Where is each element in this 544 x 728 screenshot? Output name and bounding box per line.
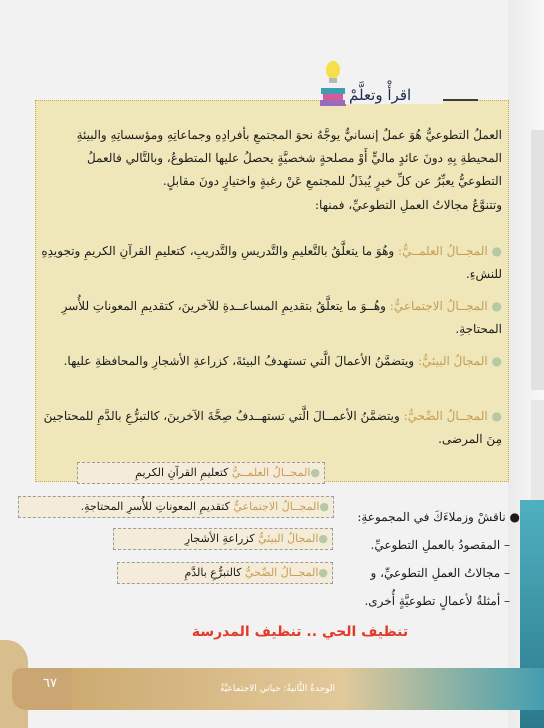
side-strip [531,130,544,390]
field-label: المجــالُ الاجتماعيُّ: [389,299,488,313]
title-rule [438,99,478,101]
answer-tag: ●المجــالُ الصِّحيُّ كالتبرُّعِ بالدَّمِ [117,562,333,584]
intro-paragraph: العملُ التطوعيُّ هُوَ عملٌ إنسانيٌّ يوجَّهُ نحوَ المجتمعِ بأفرادِهِ وجماعاتِهِ ومؤسساتِهِ والبيئةِ المحيطةِ بِهِ دونَ عائدٍ ماليٍّ أَوْ مصلحةٍ شخصيَّةٍ يحصلُ عليها المتطوعُ، وبالتَّالي فالعملُ التطوعيُّ يعبِّرُ عن كلِّ خيرٍ يُبذَلُ للمجتمعِ عَنْ رغبةٍ واختيارٍ دونَ مقابلٍ. [76,128,502,188]
field-text: ويتضمَّنُ الأعمالَ الَّتي تستهدفُ البيئةَ، كزراعةِ الأشجارِ والمحافظةِ عليها. [63,354,415,368]
section-title: اقرأْ وتعلَّمْ [345,86,443,104]
discussion-item: – المقصودُ بالعملِ التطوعيِّ. [370,538,510,552]
discussion-item: – مجالاتُ العملِ التطوعيِّ، و [370,566,510,580]
bullet-icon: ● [487,354,502,368]
field-item-environmental [40,350,502,373]
field-text: وهُــوَ ما يتعلَّقُ بتقديمِ المساعــدةِ للآخرينَ، كتقديمِ المعوناتِ للأُسرِ المحتاجةِ. [61,299,502,336]
fields-intro: وتتنوَّعُ مجالاتُ العملِ التطوعيِّ، فمنها: [315,198,502,212]
discussion-item: – أمثلةٌ لأعمالٍ تطوعيَّةٍ أُخرى. [364,594,510,608]
field-label: المجــالُ العلمــيُّ: [398,244,488,258]
field-item-social [40,295,502,341]
field-label: المجالُ البيئيُّ: [417,354,488,368]
field-text: ويتضمَّنُ الأعمــالَ الَّتي تستهــدفُ صِحَّةَ الآخرينَ، كالتبرُّعِ بالدَّمِ للمحتاجينَ مِنَ المرضى. [43,409,502,446]
field-item-scientific [40,240,502,286]
field-item-health [40,405,502,451]
unit-title: الوحدةُ الثَّانيةُ: حياتي الاجتماعيَّةُ [220,684,336,694]
answer-tag: ●المجــالُ العلمــيُّ كتعليمِ القرآنِ الكريمِ [77,462,325,484]
bullet-icon: ● [487,409,502,423]
answer-tag: ●المجــالُ الاجتماعيُّ كتقديمِ المعوناتِ للأُسرِ المحتاجةِ. [18,496,334,518]
field-text: وهُوَ ما يتعلَّقُ بالتَّعليمِ والتَّدريسِ والتَّدريبِ، كتعليمِ القرآنِ الكريمِ وتجويدِهِ للنشءِ. [41,244,502,281]
answer-tag: ●المجالُ البيئيُّ كزراعةِ الأشجارِ [113,528,333,550]
lightbulb-books-icon [318,58,348,110]
bullet-icon: ● [487,244,502,258]
handwritten-answer: تنظيف الحي .. تنظيف المدرسة [191,624,409,640]
field-label: المجــالُ الصِّحيُّ: [403,409,488,423]
bullet-icon: ● [487,299,502,313]
page-number: ٦٧ [43,676,57,691]
discussion-prompt: ● ناقشْ وزملاءَكَ في المجموعةِ: [357,510,520,524]
